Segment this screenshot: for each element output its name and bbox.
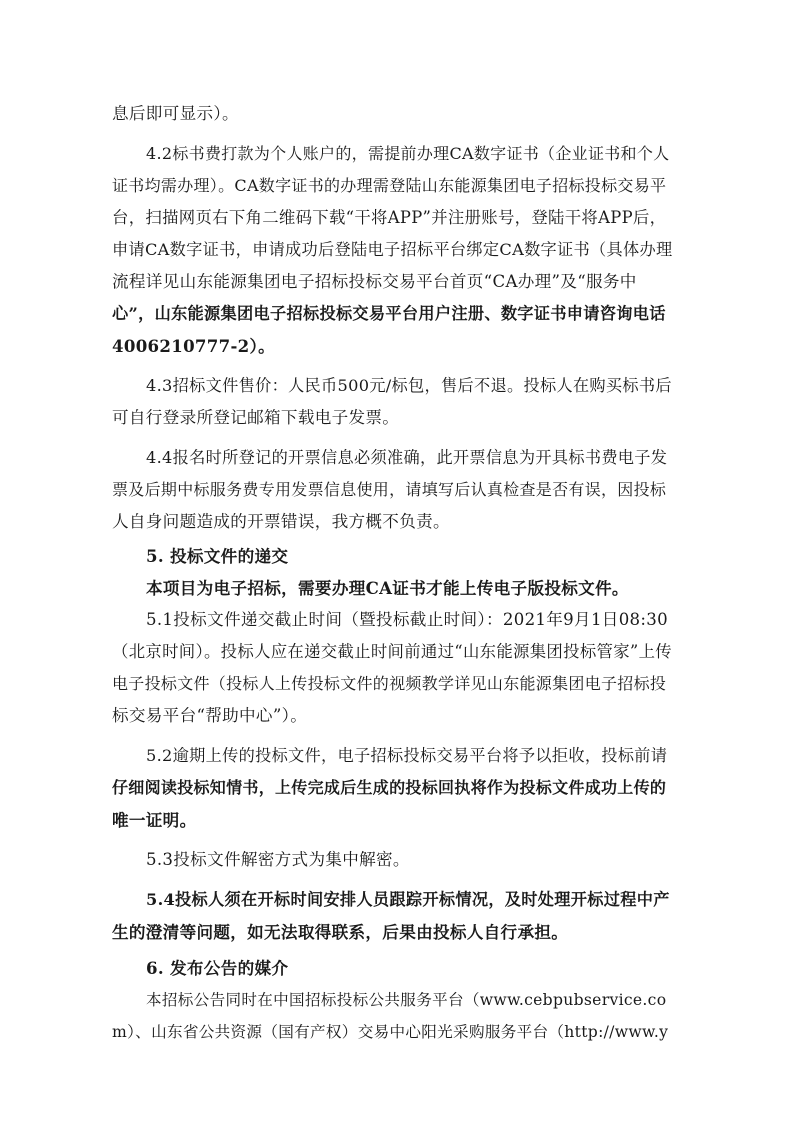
text-line: 息后即可显示）。 xyxy=(112,104,239,123)
text-line: 生的澄清等问题，如无法取得联系，后果由投标人自行承担。 xyxy=(112,922,569,942)
text-line: 4.2标书费打款为个人账户的，需提前办理CA数字证书（企业证书和个人 xyxy=(146,144,670,163)
text-line: 申请CA数字证书，申请成功后登陆电子招标平台绑定CA数字证书（具体办理 xyxy=(112,240,673,259)
text-line: 5.1投标文件递交截止时间（暨投标截止时间）：2021年9月1日08:30 xyxy=(146,610,669,629)
text-line: 本项目为电子招标，需要办理CA证书才能上传电子版投标文件。 xyxy=(146,578,629,598)
text-line: 票及后期中标服务费专用发票信息使用，请填写后认真检查是否有误，因投标 xyxy=(112,480,667,499)
text-line: 可自行登录所登记邮箱下载电子发票。 xyxy=(112,408,400,427)
text-line: 4.3招标文件售价：人民币500元/标包，售后不退。投标人在购买标书后 xyxy=(146,376,672,395)
text-line: m）、山东省公共资源（国有产权）交易中心阳光采购服务平台（http://www.y xyxy=(112,1023,669,1041)
text-line: 4006210777-2）。 xyxy=(112,336,275,356)
text-line: 标交易平台“帮助中心”）。 xyxy=(112,706,308,725)
text-line: 4.4报名时所登记的开票信息必须准确，此开票信息为开具标书费电子发 xyxy=(146,448,668,467)
section-heading: 5. 投标文件的递交 xyxy=(146,546,289,566)
text-line: 台，扫描网页右下角二维码下载“干将APP”并注册账号，登陆干将APP后， xyxy=(112,208,667,227)
text-line: （北京时间）。投标人应在递交截止时间前通过“山东能源集团投标管家”上传 xyxy=(112,642,672,661)
text-line: 心”，山东能源集团电子招标投标交易平台用户注册、数字证书申请咨询电话 xyxy=(112,304,666,323)
text-line: 唯一证明。 xyxy=(112,810,197,830)
text-line: 5.3投标文件解密方式为集中解密。 xyxy=(146,850,410,869)
text-line: 5.4投标人须在开标时间安排人员跟踪开标情况，及时处理开标过程中产 xyxy=(146,890,670,909)
text-line: 电子投标文件（投标人上传投标文件的视频教学详见山东能源集团电子招标投 xyxy=(112,674,667,693)
text-line: 本招标公告同时在中国招标投标公共服务平台（www.cebpubservice.co xyxy=(146,991,667,1009)
section-heading: 6. 发布公告的媒介 xyxy=(146,958,289,978)
text-line: 人自身问题造成的开票错误，我方概不负责。 xyxy=(112,512,450,531)
text-line: 仔细阅读投标知情书，上传完成后生成的投标回执将作为投标文件成功上传的 xyxy=(112,778,667,797)
text-line: 流程详见山东能源集团电子招标投标交易平台首页“CA办理”及“服务中 xyxy=(112,272,637,291)
text-line: 5.2逾期上传的投标文件，电子招标投标交易平台将予以拒收，投标前请 xyxy=(146,746,668,765)
text-line: 证书均需办理）。CA数字证书的办理需登陆山东能源集团电子招标投标交易平 xyxy=(112,176,667,195)
